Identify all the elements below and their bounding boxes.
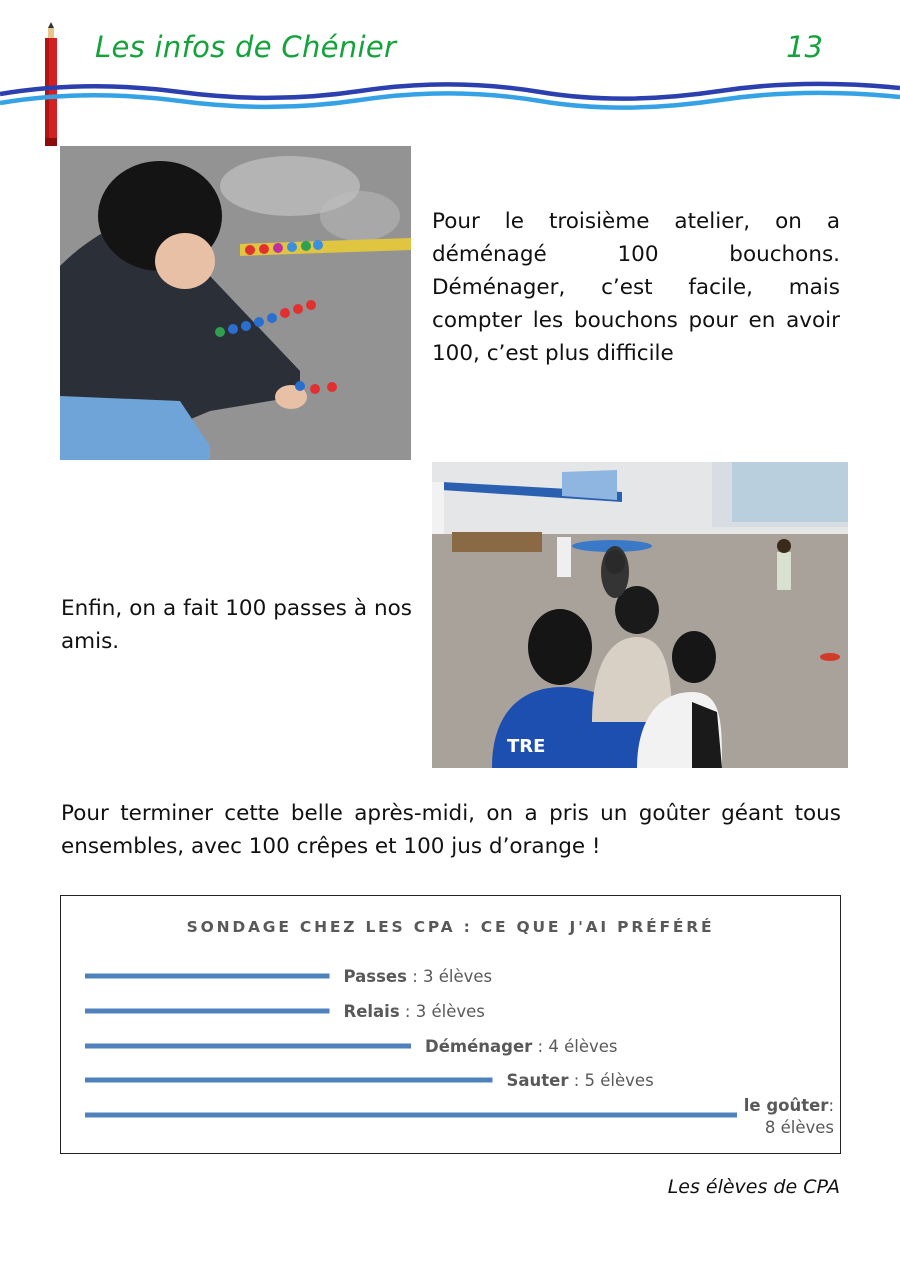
- paragraph-atelier: Pour le troisième atelier, on a déménagé 100 bouchons. Déménager, c’est facile, mais compter les bouchons pour en avoir 100, c’est plus difficile: [432, 209, 840, 366]
- bar-label: Relais : 3 élèves: [343, 1002, 485, 1021]
- survey-chart: [60, 895, 841, 1154]
- photo-icon: [432, 462, 848, 768]
- chart-title: SONDAGE CHEZ LES CPA : CE QUE J'AI PRÉFÉRÉ: [186, 918, 715, 936]
- photo-icon: [60, 146, 411, 460]
- paragraph-passes: Enfin, on a fait 100 passes à nos amis.: [61, 596, 412, 654]
- newsletter-title: Les infos de Chénier: [95, 30, 397, 64]
- signature: Les élèves de CPA: [667, 1176, 840, 1198]
- bar-déménager: [85, 1044, 411, 1049]
- photo-bouchons: [60, 146, 411, 460]
- chart-plot: [61, 896, 840, 1153]
- bar-passes: [85, 974, 330, 979]
- bar-label: Passes : 3 élèves: [343, 967, 493, 986]
- bar-label: le goûter:: [743, 1096, 834, 1115]
- page-number: 13: [786, 30, 823, 64]
- bar-value-label: 8 élèves: [764, 1118, 834, 1137]
- bar-relais: [85, 1009, 330, 1014]
- bar-label: Déménager : 4 élèves: [425, 1037, 618, 1056]
- photo-cour: [432, 462, 848, 768]
- bar-le-goûter: [85, 1113, 737, 1118]
- bar-label: Sauter : 5 élèves: [506, 1071, 654, 1090]
- wave-divider: [0, 78, 900, 118]
- svg-text:TRE: TRE: [507, 736, 546, 757]
- paragraph-gouter: Pour terminer cette belle après-midi, on a pris un goûter géant tous ensembles, avec 100 crêpes et 100 jus d’orange !: [61, 801, 841, 859]
- bar-sauter: [85, 1078, 493, 1083]
